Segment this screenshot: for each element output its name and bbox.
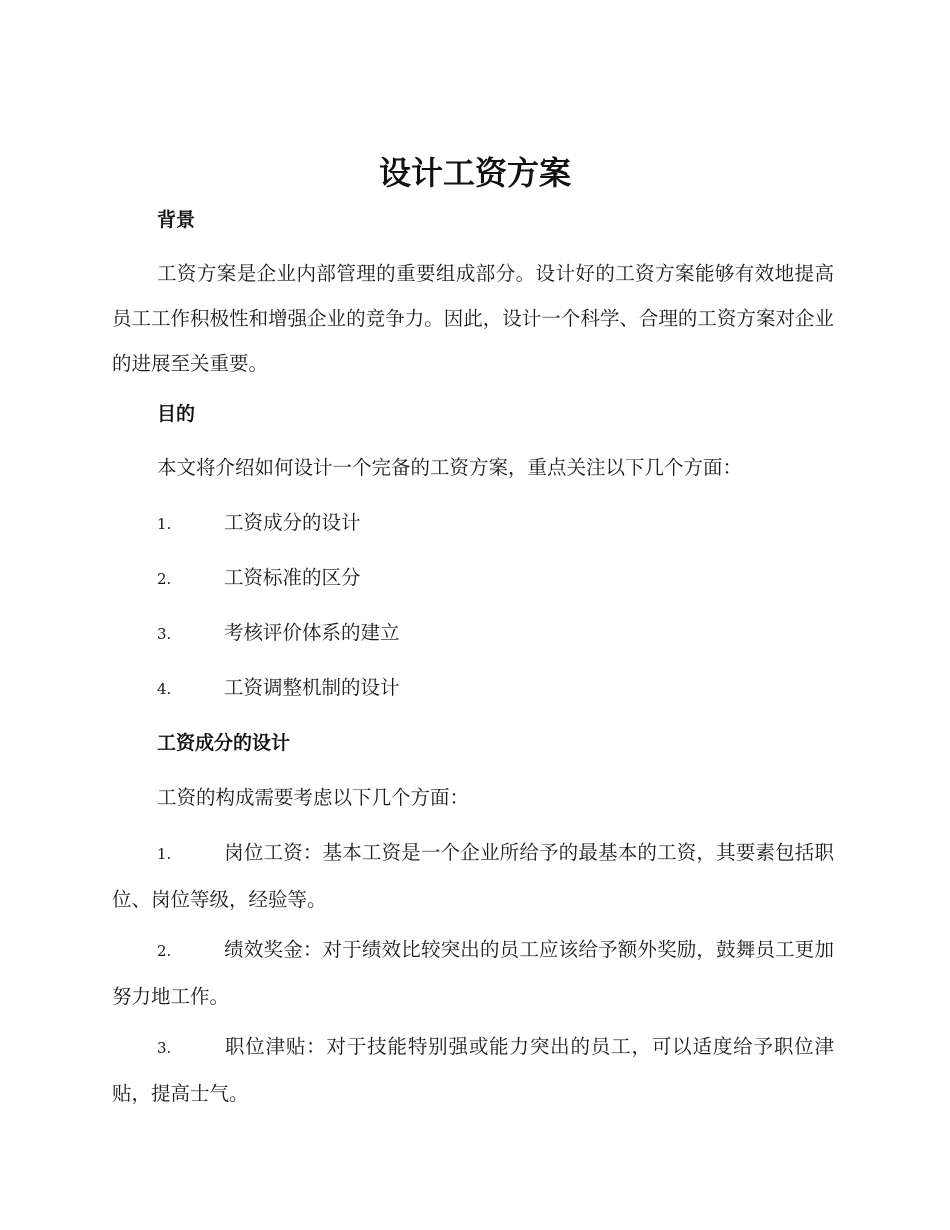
components-list-item (112, 927, 834, 1019)
list-number: 3. (157, 1039, 172, 1057)
list-number: 4. (157, 680, 172, 698)
background-paragraph: 工资方案是企业内部管理的重要组成部分。设计好的工资方案能够有效地提高员工工作积极性和增强企业的竞争力。因此，设计一个科学、合理的工资方案对企业的进展至关重要。 (112, 262, 834, 375)
document-title: 设计工资方案 (378, 154, 571, 192)
components-intro: 工资的构成需要考虑以下几个方面： (157, 786, 470, 809)
list-item-text: 职位津贴：对于技能特别强或能力突出的员工，可以适度给予职位津贴，提高士气。 (112, 1035, 834, 1105)
list-number: 2. (157, 942, 172, 960)
section-heading-purpose: 目的 (157, 403, 196, 425)
section-heading-background: 背景 (157, 209, 196, 231)
list-item-text: 工资成分的设计 (224, 511, 361, 534)
components-list-item (112, 1024, 834, 1116)
list-item-text: 考核评价体系的建立 (224, 621, 400, 644)
list-item-text: 岗位工资：基本工资是一个企业所给予的最基本的工资，其要素包括职位、岗位等级，经验等。 (112, 841, 834, 911)
purpose-list-item (157, 619, 400, 648)
list-number: 1. (157, 515, 172, 533)
components-list-item (112, 830, 834, 922)
purpose-intro: 本文将介绍如何设计一个完备的工资方案，重点关注以下几个方面： (157, 456, 743, 479)
list-item-text: 工资标准的区分 (224, 566, 361, 589)
list-number: 2. (157, 570, 172, 588)
list-number: 1. (157, 845, 172, 863)
purpose-list-item (157, 674, 400, 703)
list-item-text: 工资调整机制的设计 (224, 676, 400, 699)
purpose-list-item (157, 564, 361, 593)
section-heading-components: 工资成分的设计 (157, 732, 291, 754)
list-item-text: 绩效奖金：对于绩效比较突出的员工应该给予额外奖励，鼓舞员工更加努力地工作。 (112, 938, 834, 1008)
purpose-list-item (157, 509, 361, 538)
list-number: 3. (157, 625, 172, 643)
